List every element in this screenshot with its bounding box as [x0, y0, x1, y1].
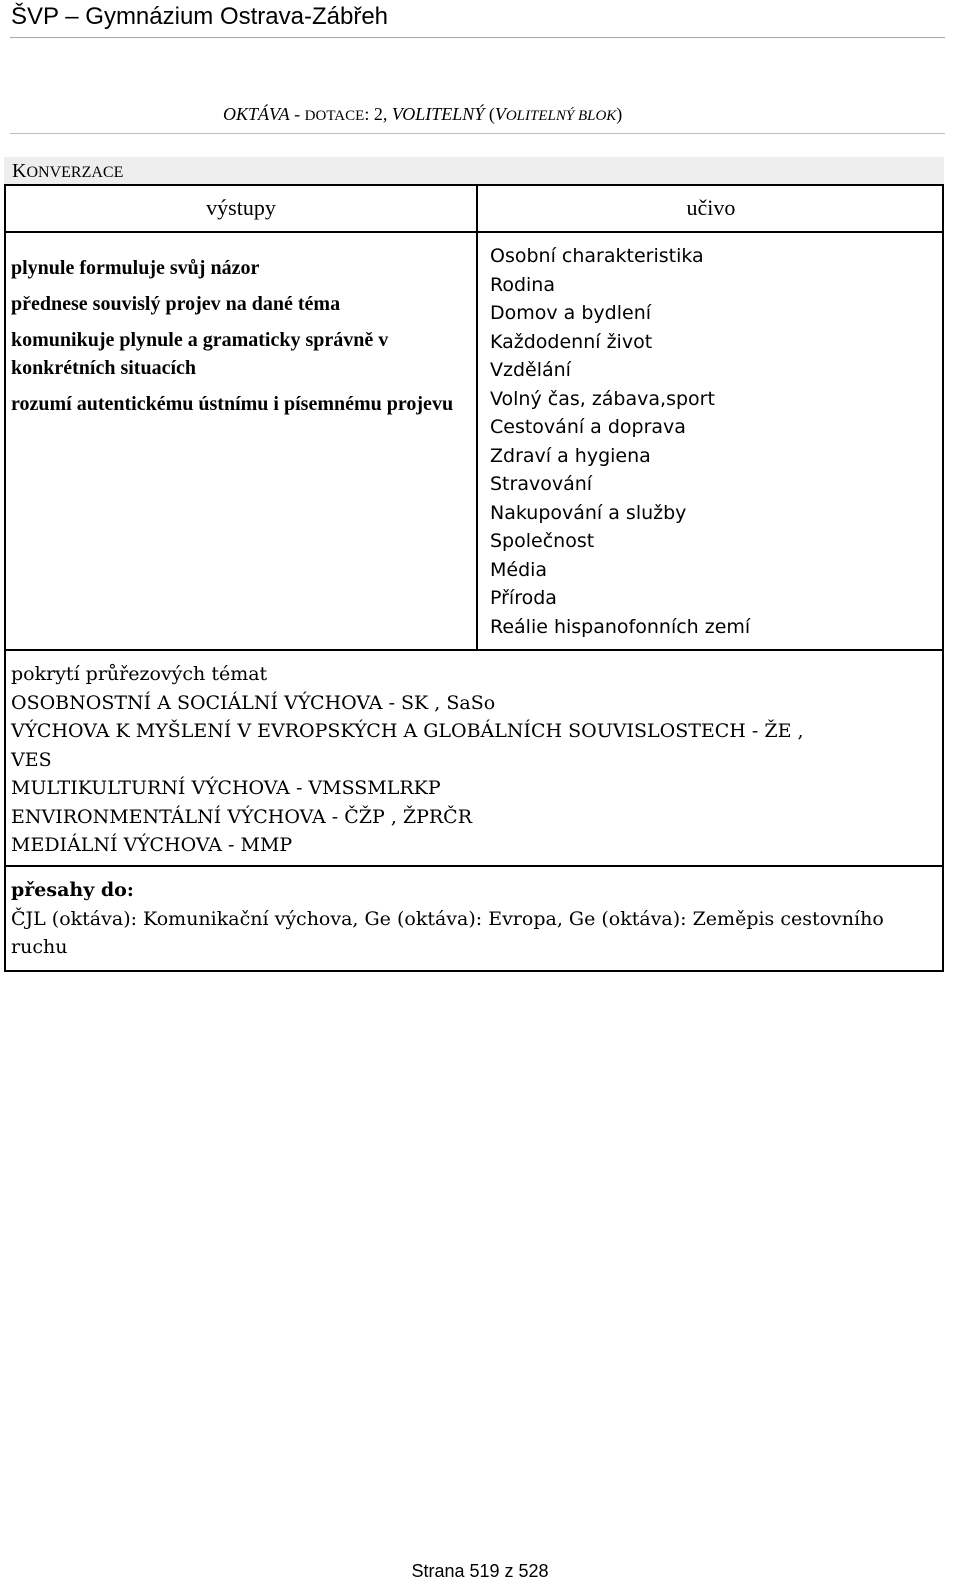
column-divider: [476, 184, 478, 650]
cross-topic-item: VES: [11, 748, 52, 771]
dotace-label: DOTACE: [304, 108, 365, 124]
transfers-label: přesahy do:: [11, 879, 134, 901]
page-number: Strana 519 z 528: [411, 1561, 549, 1581]
content-item: Cestování a doprava: [490, 416, 686, 438]
outcomes-list: [11, 254, 473, 426]
outcome-item: přednese souvislý projev na dané téma: [11, 293, 341, 315]
document-header-title: ŠVP – Gymnázium Ostrava-Zábřeh: [11, 3, 389, 30]
section-divider: [10, 133, 945, 134]
content-item: Společnost: [490, 530, 595, 552]
cross-topic-item: ENVIRONMENTÁLNÍ VÝCHOVA - ČŽP , ŽPRČR: [11, 805, 473, 828]
subject-type: VOLITELNÝ: [391, 104, 485, 124]
cross-topics-label: pokrytí průřezových témat: [11, 663, 268, 685]
content-item: Vzdělání: [490, 359, 571, 381]
dotace-value: : 2,: [364, 104, 392, 124]
content-item: Volný čas, zábava,sport: [490, 387, 715, 410]
transfers-section: [11, 876, 946, 962]
outcome-item: komunikuje plynule a gramaticky správně v konkrétních situacích: [11, 329, 389, 379]
heading-dash: -: [289, 104, 305, 124]
header-row-divider: [4, 231, 944, 233]
section-heading: [223, 102, 622, 128]
content-column-header: učivo: [686, 195, 736, 220]
cross-topics-divider: [4, 865, 944, 867]
paren-open: (: [484, 104, 495, 124]
header-divider: [10, 37, 945, 38]
content-item: Rodina: [490, 273, 555, 296]
content-item: Domov a bydlení: [490, 302, 652, 324]
content-item: Reálie hispanofonních zemí: [490, 615, 751, 638]
block-first-letter: V: [494, 104, 506, 124]
outcome-item: plynule formuluje svůj názor: [11, 257, 260, 279]
outcome-item: rozumí autentickému ústnímu i písemnému projevu: [11, 393, 454, 415]
block-rest: OLITELNÝ BLOK: [505, 108, 617, 124]
content-item: Zdraví a hygiena: [490, 444, 651, 467]
subject-bar: [4, 157, 944, 184]
outcomes-column-header: výstupy: [206, 195, 276, 220]
subject-rest: ONVERZACE: [26, 164, 124, 181]
paren-close: ): [616, 104, 623, 124]
subject-name: [12, 159, 123, 185]
cross-topic-item: VÝCHOVA K MYŠLENÍ V EVROPSKÝCH A GLOBÁLNÍCH SOUVISLOSTECH - ŽE ,: [11, 720, 804, 742]
content-item: Osobní charakteristika: [490, 245, 704, 267]
cross-topics-section: [11, 660, 936, 860]
subject-first-letter: K: [12, 160, 27, 182]
content-item: Média: [490, 558, 548, 581]
content-item: Příroda: [490, 587, 557, 609]
content-item: Stravování: [490, 473, 593, 495]
content-item: Nakupování a služby: [490, 501, 687, 524]
cross-topic-item: MEDIÁLNÍ VÝCHOVA - MMP: [11, 834, 293, 856]
content-item: Každodenní život: [490, 330, 653, 353]
content-list: [490, 242, 940, 641]
table-bottom-divider: [4, 649, 944, 651]
cross-topic-item: OSOBNOSTNÍ A SOCIÁLNÍ VÝCHOVA - SK , SaSo: [11, 691, 496, 714]
grade-label: OKTÁVA: [223, 104, 290, 124]
cross-topic-item: MULTIKULTURNÍ VÝCHOVA - VMSSMLRKP: [11, 777, 441, 799]
transfers-text: ČJL (oktáva): Komunikační výchova, Ge (oktáva): Evropa, Ge (oktáva): Zeměpis cestovního ruchu: [11, 907, 884, 958]
